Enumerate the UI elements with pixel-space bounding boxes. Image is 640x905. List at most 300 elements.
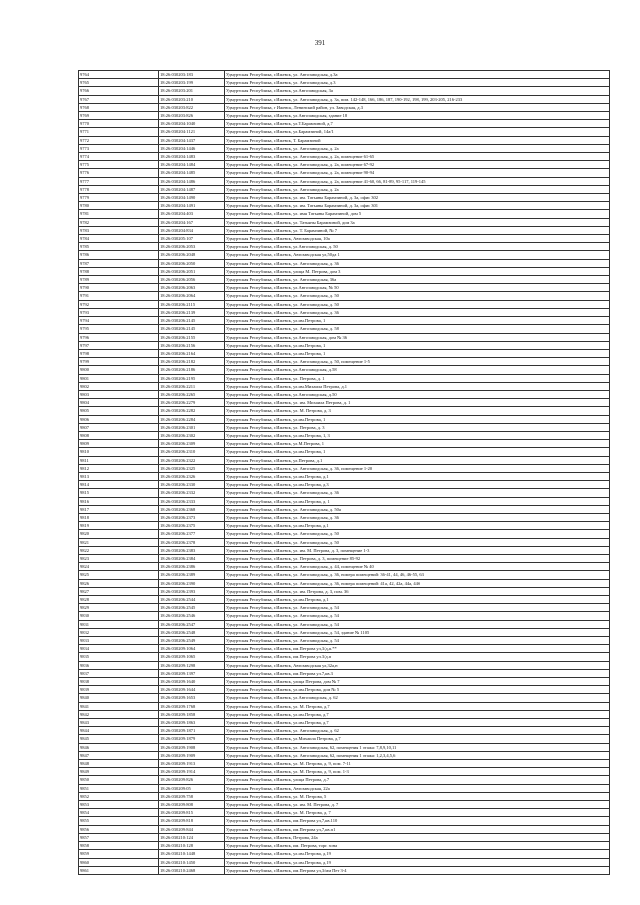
- table-row: [79, 284, 610, 292]
- address-cell: Удмуртская Республика, г.Ижевск, ул. Автозаводская, д. 50а: [225, 505, 610, 513]
- address-cell: Удмуртская Республика, г.Ижевск, ул. Автозаводская, д. 58: [225, 325, 610, 333]
- row-number-cell: 9794: [79, 317, 159, 325]
- address-cell: Удмуртская Республика, г.Ижевск, ул. Автозаводская, д. 3а, пом. 142-148, 166, 186, 187, 190-192, 198, 199, 203-205, 216-233: [225, 95, 610, 103]
- cadastral-number-secondary-cell: 18:26:030206:2145: [159, 325, 225, 333]
- row-number-cell: 9814: [79, 481, 159, 489]
- address-cell: Удмуртская Республика, г.Ижевск, ул. М. Петрова, д.7: [225, 702, 610, 710]
- table-row: [79, 497, 610, 505]
- cadastral-number-secondary-cell: 18:26:030206:2301: [159, 423, 225, 431]
- cadastral-number-secondary-cell: 18:26:030206:2322: [159, 456, 225, 464]
- cadastral-number-secondary-cell: 18:26:030206:2545: [159, 604, 225, 612]
- table-row: [79, 300, 610, 308]
- table-row: [79, 169, 610, 177]
- table-row: [79, 341, 610, 349]
- address-cell: Удмуртская Республика, г.Ижевск, им.Петрова ул,3/мм Пет 3-4: [225, 866, 610, 874]
- address-cell: Удмуртская Республика, г.Ижевск, ул. Петрова, д. 3, помещение 85-92: [225, 554, 610, 562]
- cadastral-number-secondary-cell: 18:26:030206:2386: [159, 563, 225, 571]
- address-cell: Удмуртская Республика, г.Ижевск, ул. М. Петрова, 5: [225, 792, 610, 800]
- address-cell: Удмуртская Республика, г.Ижевск, ул.Т.Барамзиной, д.7: [225, 120, 610, 128]
- table-row: [79, 423, 610, 431]
- address-cell: Удмуртская Республика, г.Ижевск, ул. Автозаводская, д. 50: [225, 300, 610, 308]
- address-cell: Удмуртская Республика, г.Ижевск, ул.Михаила Петрова, д.7: [225, 735, 610, 743]
- table-row: [79, 333, 610, 341]
- row-number-cell: 9854: [79, 809, 159, 817]
- row-number-cell: 9771: [79, 128, 159, 136]
- table-row: [79, 719, 610, 727]
- row-number-cell: 9848: [79, 760, 159, 768]
- row-number-cell: 9799: [79, 358, 159, 366]
- address-cell: Удмуртская Республика, г.Ижевск, Петрова, 24а: [225, 833, 610, 841]
- table-row: [79, 686, 610, 694]
- cadastral-number-secondary-cell: 18:26:030210:1448: [159, 850, 225, 858]
- row-number-cell: 9856: [79, 825, 159, 833]
- cadastral-number-secondary-cell: 18:26:030206:2373: [159, 513, 225, 521]
- row-number-cell: 9798: [79, 349, 159, 357]
- address-cell: Удмуртская Республика, г.Ижевск, ул.им.Петрова, д.1: [225, 596, 610, 604]
- table-row: [79, 317, 610, 325]
- row-number-cell: 9841: [79, 702, 159, 710]
- row-number-cell: 9822: [79, 546, 159, 554]
- address-cell: Удмуртская Республика, г.Ижевск, ул. Автозаводская, д. 2а, помещение 61-65: [225, 153, 610, 161]
- cadastral-number-secondary-cell: 18:26:030206:2050: [159, 259, 225, 267]
- cadastral-number-secondary-cell: 18:26:030204:1484: [159, 161, 225, 169]
- row-number-cell: 9819: [79, 522, 159, 530]
- row-number-cell: 9813: [79, 472, 159, 480]
- table-row: 9772 18:26:030204:1437 Удмуртская Республика, г.Ижевск, Т. Барамзиной: [79, 136, 610, 144]
- table-row: [79, 637, 610, 645]
- table-row: [79, 596, 610, 604]
- address-cell: Удмуртская Республика, г.Ижевск, ул.им.Петрова, дом № 5: [225, 686, 610, 694]
- row-number-cell: 9785: [79, 243, 159, 251]
- cadastral-number-secondary-cell: 18:26:030209:815: [159, 809, 225, 817]
- cadastral-number-secondary-cell: 18:26:030209:818: [159, 817, 225, 825]
- address-cell: Удмуртская Республика, г.Ижевск, ул. Автозаводская, 62, помещения 1 этажа: 1,2,3,4,5,6: [225, 751, 610, 759]
- cadastral-number-secondary-cell: 18:26:030206:2282: [159, 407, 225, 415]
- address-cell: Удмуртская Республика, г.Ижевск, ул. Автозаводская, д. 62: [225, 727, 610, 735]
- address-cell: Удмуртская Республика, г Ижевск, Ленинский район, ул. Заводская, д.3: [225, 103, 610, 111]
- address-cell: Удмуртская Республика, г.Ижевск, ул. Автозаводская, д. 2а, помещение 67-92: [225, 161, 610, 169]
- table-row: [79, 571, 610, 579]
- row-number-cell: 9783: [79, 226, 159, 234]
- address-cell: Удмуртская Республика, г.Ижевск, ул. Автозаводская, д. 44, помещение № 40: [225, 563, 610, 571]
- row-number-cell: 9772: [79, 136, 159, 144]
- address-cell: Удмуртская Республика, г.Ижевск, ул. Автозаводская, д. 36, номера помещений: 36-41, 44, 46, 46-55, 63: [225, 571, 610, 579]
- address-cell: Удмуртская Республика, г.Ижевск, ул. Автозаводская, 36а: [225, 276, 610, 284]
- row-number-cell: 9809: [79, 440, 159, 448]
- table-row: [79, 177, 610, 185]
- row-number-cell: 9840: [79, 694, 159, 702]
- row-number-cell: 9850: [79, 776, 159, 784]
- table-row: [79, 71, 610, 79]
- cadastral-number-secondary-cell: 18:26:030209:808: [159, 801, 225, 809]
- row-number-cell: 9764: [79, 71, 159, 79]
- address-cell: Удмуртская Республика, г.Ижевск, им.Петрова ул,3/д,п.**: [225, 645, 610, 653]
- row-number-cell: 9779: [79, 194, 159, 202]
- cadastral-number-secondary-cell: 18:26:030209:758: [159, 792, 225, 800]
- cadastral-number-secondary-cell: 18:26:030206:2333: [159, 497, 225, 505]
- row-number-cell: 9769: [79, 112, 159, 120]
- table-row: [79, 407, 610, 415]
- row-number-cell: 9858: [79, 842, 159, 850]
- cadastral-number-secondary-cell: 18:26:030210:1450: [159, 858, 225, 866]
- address-cell: Удмуртская Республика, г.Ижевск, ул.Автозаводская, д.58: [225, 366, 610, 374]
- address-cell: Удмуртская Республика, г.Ижевск, ул.им.Петрова, 1: [225, 448, 610, 456]
- row-number-cell: 9825: [79, 571, 159, 579]
- cadastral-number-secondary-cell: 18:26:030209:1914: [159, 768, 225, 776]
- table-row: [79, 743, 610, 751]
- row-number-cell: 9781: [79, 210, 159, 218]
- cadastral-number-secondary-cell: 18:26:030203:199: [159, 79, 225, 87]
- row-number-cell: 9777: [79, 177, 159, 185]
- table-row: [79, 776, 610, 784]
- address-cell: Удмуртская Республика, г.Ижевск, ул. им. Михаила Петрова, д. 1: [225, 399, 610, 407]
- table-row: [79, 554, 610, 562]
- cadastral-number-secondary-cell: 18:26:030206:2549: [159, 637, 225, 645]
- cadastral-number-secondary-cell: 18:26:030204:1483: [159, 153, 225, 161]
- address-cell: Удмуртская Республика, г.Ижевск, Автозаводская ул,50да 1: [225, 251, 610, 259]
- table-row: [79, 226, 610, 234]
- address-cell: Удмуртская Республика, г.Ижевск, ул.Автозаводская, д. 50: [225, 243, 610, 251]
- table-row: [79, 489, 610, 497]
- address-cell: Удмуртская Республика, г.Ижевск, ул. им. Петрова, д. 3, пом. 36: [225, 587, 610, 595]
- row-number-cell: 9853: [79, 801, 159, 809]
- table-row: [79, 472, 610, 480]
- address-cell: Удмуртская Республика, г.Ижевск, ул.М.Петрова, 1: [225, 440, 610, 448]
- table-row: [79, 563, 610, 571]
- table-row: [79, 431, 610, 439]
- table-row: [79, 735, 610, 743]
- cadastral-number-secondary-cell: 18:26:030206:2378: [159, 538, 225, 546]
- row-number-cell: 9812: [79, 464, 159, 472]
- address-cell: Удмуртская Республика, г.Ижевск, ул. Автозаводская, д. 50, помещение 1-5: [225, 358, 610, 366]
- table-row: [79, 185, 610, 193]
- cadastral-number-secondary-cell: 18:26:030206:2063: [159, 284, 225, 292]
- cadastral-number-secondary-cell: 18:26:030206:2284: [159, 415, 225, 423]
- row-number-cell: 9839: [79, 686, 159, 694]
- cadastral-number-secondary-cell: 18:26:030206:2383: [159, 546, 225, 554]
- row-number-cell: 9818: [79, 513, 159, 521]
- row-number-cell: 9815: [79, 489, 159, 497]
- row-number-cell: 9837: [79, 669, 159, 677]
- address-cell: Удмуртская Республика, г.Ижевск, ул. Петрова, д. 3: [225, 423, 610, 431]
- row-number-cell: 9800: [79, 366, 159, 374]
- row-number-cell: 9795: [79, 325, 159, 333]
- address-cell: Удмуртская Республика, г.Ижевск, ул. Автозаводская, д. 36: [225, 259, 610, 267]
- table-row: [79, 513, 610, 521]
- cadastral-number-secondary-cell: 18:26:030206:2211: [159, 382, 225, 390]
- address-cell: Удмуртская Республика, г.Ижевск, ул. Автозаводская, д. 54: [225, 637, 610, 645]
- cadastral-number-secondary-cell: 18:26:030206:2310: [159, 448, 225, 456]
- address-cell: Удмуртская Республика, г.Ижевск, ул. Автозаводская, д. 50: [225, 530, 610, 538]
- row-number-cell: 9805: [79, 407, 159, 415]
- address-cell: Удмуртская Республика, г.Ижевск, ул.им.Петрова, д.7: [225, 719, 610, 727]
- cadastral-number-secondary-cell: 18:26:030209:844: [159, 825, 225, 833]
- table-row: [79, 210, 610, 218]
- address-cell: Удмуртская Республика, г.Ижевск, ул. Автозаводская, д. 2а: [225, 144, 610, 152]
- row-number-cell: 9855: [79, 817, 159, 825]
- cadastral-number-secondary-cell: 18:26:030209:1644: [159, 686, 225, 694]
- cadastral-number-secondary-cell: 18:26:030210:2468: [159, 866, 225, 874]
- row-number-cell: 9843: [79, 719, 159, 727]
- address-cell: Удмуртская Республика, г.Ижевск, ул. Автозаводская, д. 54, здание № 1105: [225, 628, 610, 636]
- table-row: [79, 669, 610, 677]
- row-number-cell: 9796: [79, 333, 159, 341]
- registry-table: [78, 70, 610, 875]
- address-cell: Удмуртская Республика, г.Ижевск, ул. М. Петрова, д. 9, пом. 1-3: [225, 768, 610, 776]
- table-row: [79, 218, 610, 226]
- address-cell: Удмуртская Республика, г.Ижевск, ул. им. М. Петрова, д. 7: [225, 801, 610, 809]
- address-cell: Удмуртская Республика, г.Ижевск, ул.им.Петрова, 1: [225, 415, 610, 423]
- address-cell: Удмуртская Республика, г.Ижевск, ул. Автозаводская, д. 36, номера помещений: 41а, 42, 42а, 44а, 44б: [225, 579, 610, 587]
- address-cell: Удмуртская Республика, г.Ижевск, ул.Автозаводская, д.50: [225, 390, 610, 398]
- table-row: [79, 308, 610, 316]
- row-number-cell: 9842: [79, 710, 159, 718]
- address-cell: Удмуртская Республика, г.Ижевск, Автозаводская ул,32а,н: [225, 661, 610, 669]
- cadastral-number-secondary-cell: 18:26:030206:2195: [159, 374, 225, 382]
- row-number-cell: 9806: [79, 415, 159, 423]
- table-row: [79, 710, 610, 718]
- cadastral-number-secondary-cell: 18:26:030206:2368: [159, 505, 225, 513]
- address-cell: Удмуртская Республика, г.Ижевск, ул.Автозаводская, д. 62: [225, 694, 610, 702]
- row-number-cell: 9836: [79, 661, 159, 669]
- table-row: [79, 390, 610, 398]
- address-cell: Удмуртская Республика, г.Ижевск, им.Петрова ул,7,кв.п1: [225, 825, 610, 833]
- row-number-cell: 9831: [79, 620, 159, 628]
- table-row: [79, 251, 610, 259]
- row-number-cell: 9824: [79, 563, 159, 571]
- row-number-cell: 9860: [79, 858, 159, 866]
- table-row: [79, 628, 610, 636]
- address-cell: Удмуртская Республика, г.Ижевск, ул. Автозаводская, д. 36: [225, 308, 610, 316]
- row-number-cell: 9787: [79, 259, 159, 267]
- cadastral-number-secondary-cell: 18:26:030203:210: [159, 95, 225, 103]
- address-cell: Удмуртская Республика, г.Ижевск, улица Петрова, дом № 7: [225, 678, 610, 686]
- address-cell: Удмуртская Республика, г.Ижевск, ул.им.Петрова, д.1: [225, 472, 610, 480]
- table-row: [79, 522, 610, 530]
- cadastral-number-secondary-cell: 18:26:030206:2115: [159, 300, 225, 308]
- cadastral-number-secondary-cell: 18:26:030206:2325: [159, 464, 225, 472]
- table-row: [79, 579, 610, 587]
- table-row: [79, 120, 610, 128]
- row-number-cell: 9802: [79, 382, 159, 390]
- cadastral-number-secondary-cell: 18:26:030209:1064: [159, 645, 225, 653]
- address-cell: Удмуртская Республика, г.Ижевск, им.Петрова ул.3/д.п: [225, 653, 610, 661]
- row-number-cell: 9847: [79, 751, 159, 759]
- address-cell: Удмуртская Республика, г.Ижевск, ул.им.Петрова, 1: [225, 349, 610, 357]
- table-row: [79, 358, 610, 366]
- address-cell: Удмуртская Республика, г.Ижевск, ул. Автозаводская, д. 54: [225, 612, 610, 620]
- address-cell: Удмуртская Республика, г.Ижевск, ул. Автозаводская, д.3а: [225, 71, 610, 79]
- table-row: [79, 538, 610, 546]
- cadastral-number-secondary-cell: 18:26:030206:2064: [159, 292, 225, 300]
- row-number-cell: 9776: [79, 169, 159, 177]
- cadastral-number-secondary-cell: 18:26:030206:2279: [159, 399, 225, 407]
- cadastral-number-secondary-cell: 18:26:030209:1298: [159, 661, 225, 669]
- row-number-cell: 9828: [79, 596, 159, 604]
- address-cell: Удмуртская Республика, г.Ижевск, ул.им.Петрова, д.3: [225, 481, 610, 489]
- cadastral-number-secondary-cell: 18:26:030206:2053: [159, 243, 225, 251]
- cadastral-number-secondary-cell: 18:26:030206:2048: [159, 251, 225, 259]
- table-row: [79, 161, 610, 169]
- row-number-cell: 9827: [79, 587, 159, 595]
- table-row: [79, 604, 610, 612]
- table-row: [79, 202, 610, 210]
- table-row: [79, 809, 610, 817]
- cadastral-number-secondary-cell: 18:26:030209:826: [159, 776, 225, 784]
- address-cell: Удмуртская Республика, г.Ижевск, улица Петрова, д.7: [225, 776, 610, 784]
- table-row: [79, 144, 610, 152]
- address-cell: Удмуртская Республика, г.Ижевск, ул.им.Петрова, д. 1: [225, 497, 610, 505]
- row-number-cell: 9833: [79, 637, 159, 645]
- cadastral-number-secondary-cell: 18:26:030206:2145: [159, 317, 225, 325]
- cadastral-number-secondary-cell: 18:26:030206:2332: [159, 489, 225, 497]
- row-number-cell: 9810: [79, 448, 159, 456]
- cadastral-number-secondary-cell: 18:26:030209:1879: [159, 735, 225, 743]
- row-number-cell: 9770: [79, 120, 159, 128]
- cadastral-number-secondary-cell: 18:26:030209:1908: [159, 743, 225, 751]
- table-row: [79, 325, 610, 333]
- table-row: [79, 79, 610, 87]
- row-number-cell: 9849: [79, 768, 159, 776]
- table-row: [79, 374, 610, 382]
- table-row: [79, 194, 610, 202]
- cadastral-number-secondary-cell: 18:26:030206:2265: [159, 390, 225, 398]
- row-number-cell: 9846: [79, 743, 159, 751]
- table-row: [79, 481, 610, 489]
- table-row: [79, 694, 610, 702]
- row-number-cell: 9780: [79, 202, 159, 210]
- table-row: [79, 153, 610, 161]
- cadastral-number-secondary-cell: 18:26:030206:2547: [159, 620, 225, 628]
- table-row: [79, 349, 610, 357]
- cadastral-number-secondary-cell: 18:26:030206:2051: [159, 267, 225, 275]
- address-cell: Удмуртская Республика, г.Ижевск, ул. им. Татьяны Барамзиной, д. 3а, офис 301: [225, 202, 610, 210]
- row-number-cell: 9775: [79, 161, 159, 169]
- cadastral-number-secondary-cell: 18:26:030209:1858: [159, 710, 225, 718]
- row-number-cell: 9817: [79, 505, 159, 513]
- table-row: 9858 18:26:030210:128 Удмуртская Республика, г.Ижевск, им. Петрова, торг. зона: [79, 842, 610, 850]
- row-number-cell: 9773: [79, 144, 159, 152]
- address-cell: Удмуртская Республика, г.Ижевск, Автозаводская, 22а: [225, 784, 610, 792]
- cadastral-number-secondary-cell: 18:26:030206:2164: [159, 349, 225, 357]
- table-row: [79, 87, 610, 95]
- row-number-cell: 9829: [79, 604, 159, 612]
- address-cell: Удмуртская Республика, г.Ижевск, улица М. Петрова, дом 3: [225, 267, 610, 275]
- table-row: [79, 760, 610, 768]
- row-number-cell: 9807: [79, 423, 159, 431]
- row-number-cell: 9820: [79, 530, 159, 538]
- cadastral-number-secondary-cell: 18:26:030206:2393: [159, 587, 225, 595]
- address-cell: Удмуртская Республика, г.Ижевск, ул. Автозаводская, д. 50: [225, 292, 610, 300]
- cadastral-number-secondary-cell: 18:26:030206:2389: [159, 571, 225, 579]
- address-cell: Удмуртская Республика, г.Ижевск, ул.им.Петрова, 1, 3: [225, 431, 610, 439]
- cadastral-number-secondary-cell: 18:26:030209:1913: [159, 760, 225, 768]
- table-row: [79, 399, 610, 407]
- cadastral-number-secondary-cell: 18:26:030209:1065: [159, 653, 225, 661]
- address-cell: Удмуртская Республика, г.Ижевск, ул.им.Петрова, д.7: [225, 710, 610, 718]
- row-number-cell: 9765: [79, 79, 159, 87]
- row-number-cell: 9811: [79, 456, 159, 464]
- cadastral-number-secondary-cell: 18:26:030204:1485: [159, 169, 225, 177]
- row-number-cell: 9778: [79, 185, 159, 193]
- table-row: [79, 448, 610, 456]
- cadastral-number-secondary-cell: 18:26:030203:183: [159, 71, 225, 79]
- address-cell: Удмуртская Республика, г.Ижевск, им.Петрова ул.7,кв.3: [225, 669, 610, 677]
- table-row: [79, 620, 610, 628]
- table-row: 9768 18:26:030203:822 Удмуртская Республика, г Ижевск, Ленинский район, ул. Заводская, д.3: [79, 103, 610, 111]
- row-number-cell: 9823: [79, 554, 159, 562]
- address-cell: Удмуртская Республика, г.Ижевск, ул.Автозаводская, здание 18: [225, 112, 610, 120]
- address-cell: Удмуртская Республика, г.Ижевск, ул. Автозаводская, д.3: [225, 79, 610, 87]
- address-cell: Удмуртская Республика, г.Ижевск, ул.им.Петрова, 1: [225, 341, 610, 349]
- table-row: 9769 18:26:030203:826 Удмуртская Республика, г.Ижевск, ул.Автозаводская, здание 18: [79, 112, 610, 120]
- row-number-cell: 9793: [79, 308, 159, 316]
- cadastral-number-secondary-cell: 18:26:030206:2139: [159, 308, 225, 316]
- table-row: 9771 18:26:030204:1121 Удмуртская Республика, г.Ижевск, ул.Барамзиной, 14а/1: [79, 128, 610, 136]
- table-row: [79, 866, 610, 874]
- table-row: [79, 530, 610, 538]
- cadastral-number-secondary-cell: 18:26:030209:1640: [159, 678, 225, 686]
- cadastral-number-secondary-cell: 18:26:030204:1486: [159, 177, 225, 185]
- cadastral-number-secondary-cell: 18:26:030206:2156: [159, 341, 225, 349]
- row-number-cell: 9789: [79, 276, 159, 284]
- address-cell: Удмуртская Республика, г.Ижевск, ул.Петрова, д.1: [225, 456, 610, 464]
- address-cell: Удмуртская Республика, г.Ижевск, ул. им. М. Петрова, д. 3, помещение 1-3: [225, 546, 610, 554]
- page-number: 391: [314, 39, 326, 47]
- table-row: [79, 259, 610, 267]
- address-cell: Удмуртская Республика, г.Ижевск, ул. Татьяны Барамзиной, дом 3а: [225, 218, 610, 226]
- cadastral-number-secondary-cell: 18:26:030209:1653: [159, 694, 225, 702]
- cadastral-number-secondary-cell: 18:26:030206:2309: [159, 440, 225, 448]
- cadastral-number-secondary-cell: 18:26:030204:167: [159, 218, 225, 226]
- address-cell: Удмуртская Республика, г.Ижевск, ул.им.Петрова, д.19: [225, 858, 610, 866]
- address-cell: Удмуртская Республика, г.Ижевск, ул. Автозаводская, д. 54: [225, 620, 610, 628]
- table-row: [79, 587, 610, 595]
- table-row: [79, 243, 610, 251]
- table-row: [79, 858, 610, 866]
- registry-table-body: [79, 71, 610, 875]
- cadastral-number-secondary-cell: 18:26:030206:2384: [159, 554, 225, 562]
- address-cell: Удмуртская Республика, г.Ижевск, ул. Автозаводская, д. 36: [225, 489, 610, 497]
- row-number-cell: 9857: [79, 833, 159, 841]
- row-number-cell: 9844: [79, 727, 159, 735]
- cadastral-number-secondary-cell: 18:26:030204:1490: [159, 194, 225, 202]
- cadastral-number-secondary-cell: 18:26:030204:1040: [159, 120, 225, 128]
- row-number-cell: 9803: [79, 390, 159, 398]
- cadastral-number-secondary-cell: 18:26:030206:2182: [159, 358, 225, 366]
- row-number-cell: 9838: [79, 678, 159, 686]
- table-row: [79, 456, 610, 464]
- cadastral-number-secondary-cell: 18:26:030204:403: [159, 210, 225, 218]
- address-cell: Удмуртская Республика, г.Ижевск, ул.Автозаводская, № 50: [225, 284, 610, 292]
- address-cell: Удмуртская Республика, г.Ижевск, ул. Автозаводская, д. 2а: [225, 185, 610, 193]
- address-cell: Удмуртская Республика, г.Ижевск, ул.Барамзиной, 14а/1: [225, 128, 610, 136]
- table-row: [79, 505, 610, 513]
- row-number-cell: 9801: [79, 374, 159, 382]
- cadastral-number-secondary-cell: 18:26:030204:1491: [159, 202, 225, 210]
- address-cell: Удмуртская Республика, г.Ижевск, ул. Автозаводская, д. 36, помещение 1-20: [225, 464, 610, 472]
- address-cell: Удмуртская Республика, г.Ижевск, Автозаводская, 10а: [225, 235, 610, 243]
- cadastral-number-secondary-cell: 18:26:030206:2546: [159, 612, 225, 620]
- row-number-cell: 9797: [79, 341, 159, 349]
- address-cell: Удмуртская Республика, г.Ижевск, ул. Автозаводская, д. 2а, помещение 41-60, 66, 81-89, 95-117, 119-145: [225, 177, 610, 185]
- row-number-cell: 9851: [79, 784, 159, 792]
- cadastral-number-secondary-cell: 18:26:030203:201: [159, 87, 225, 95]
- row-number-cell: 9832: [79, 628, 159, 636]
- row-number-cell: 9788: [79, 267, 159, 275]
- table-row: 9857 18:26:030210:124 Удмуртская Республика, г.Ижевск, Петрова, 24а: [79, 833, 610, 841]
- table-row: [79, 661, 610, 669]
